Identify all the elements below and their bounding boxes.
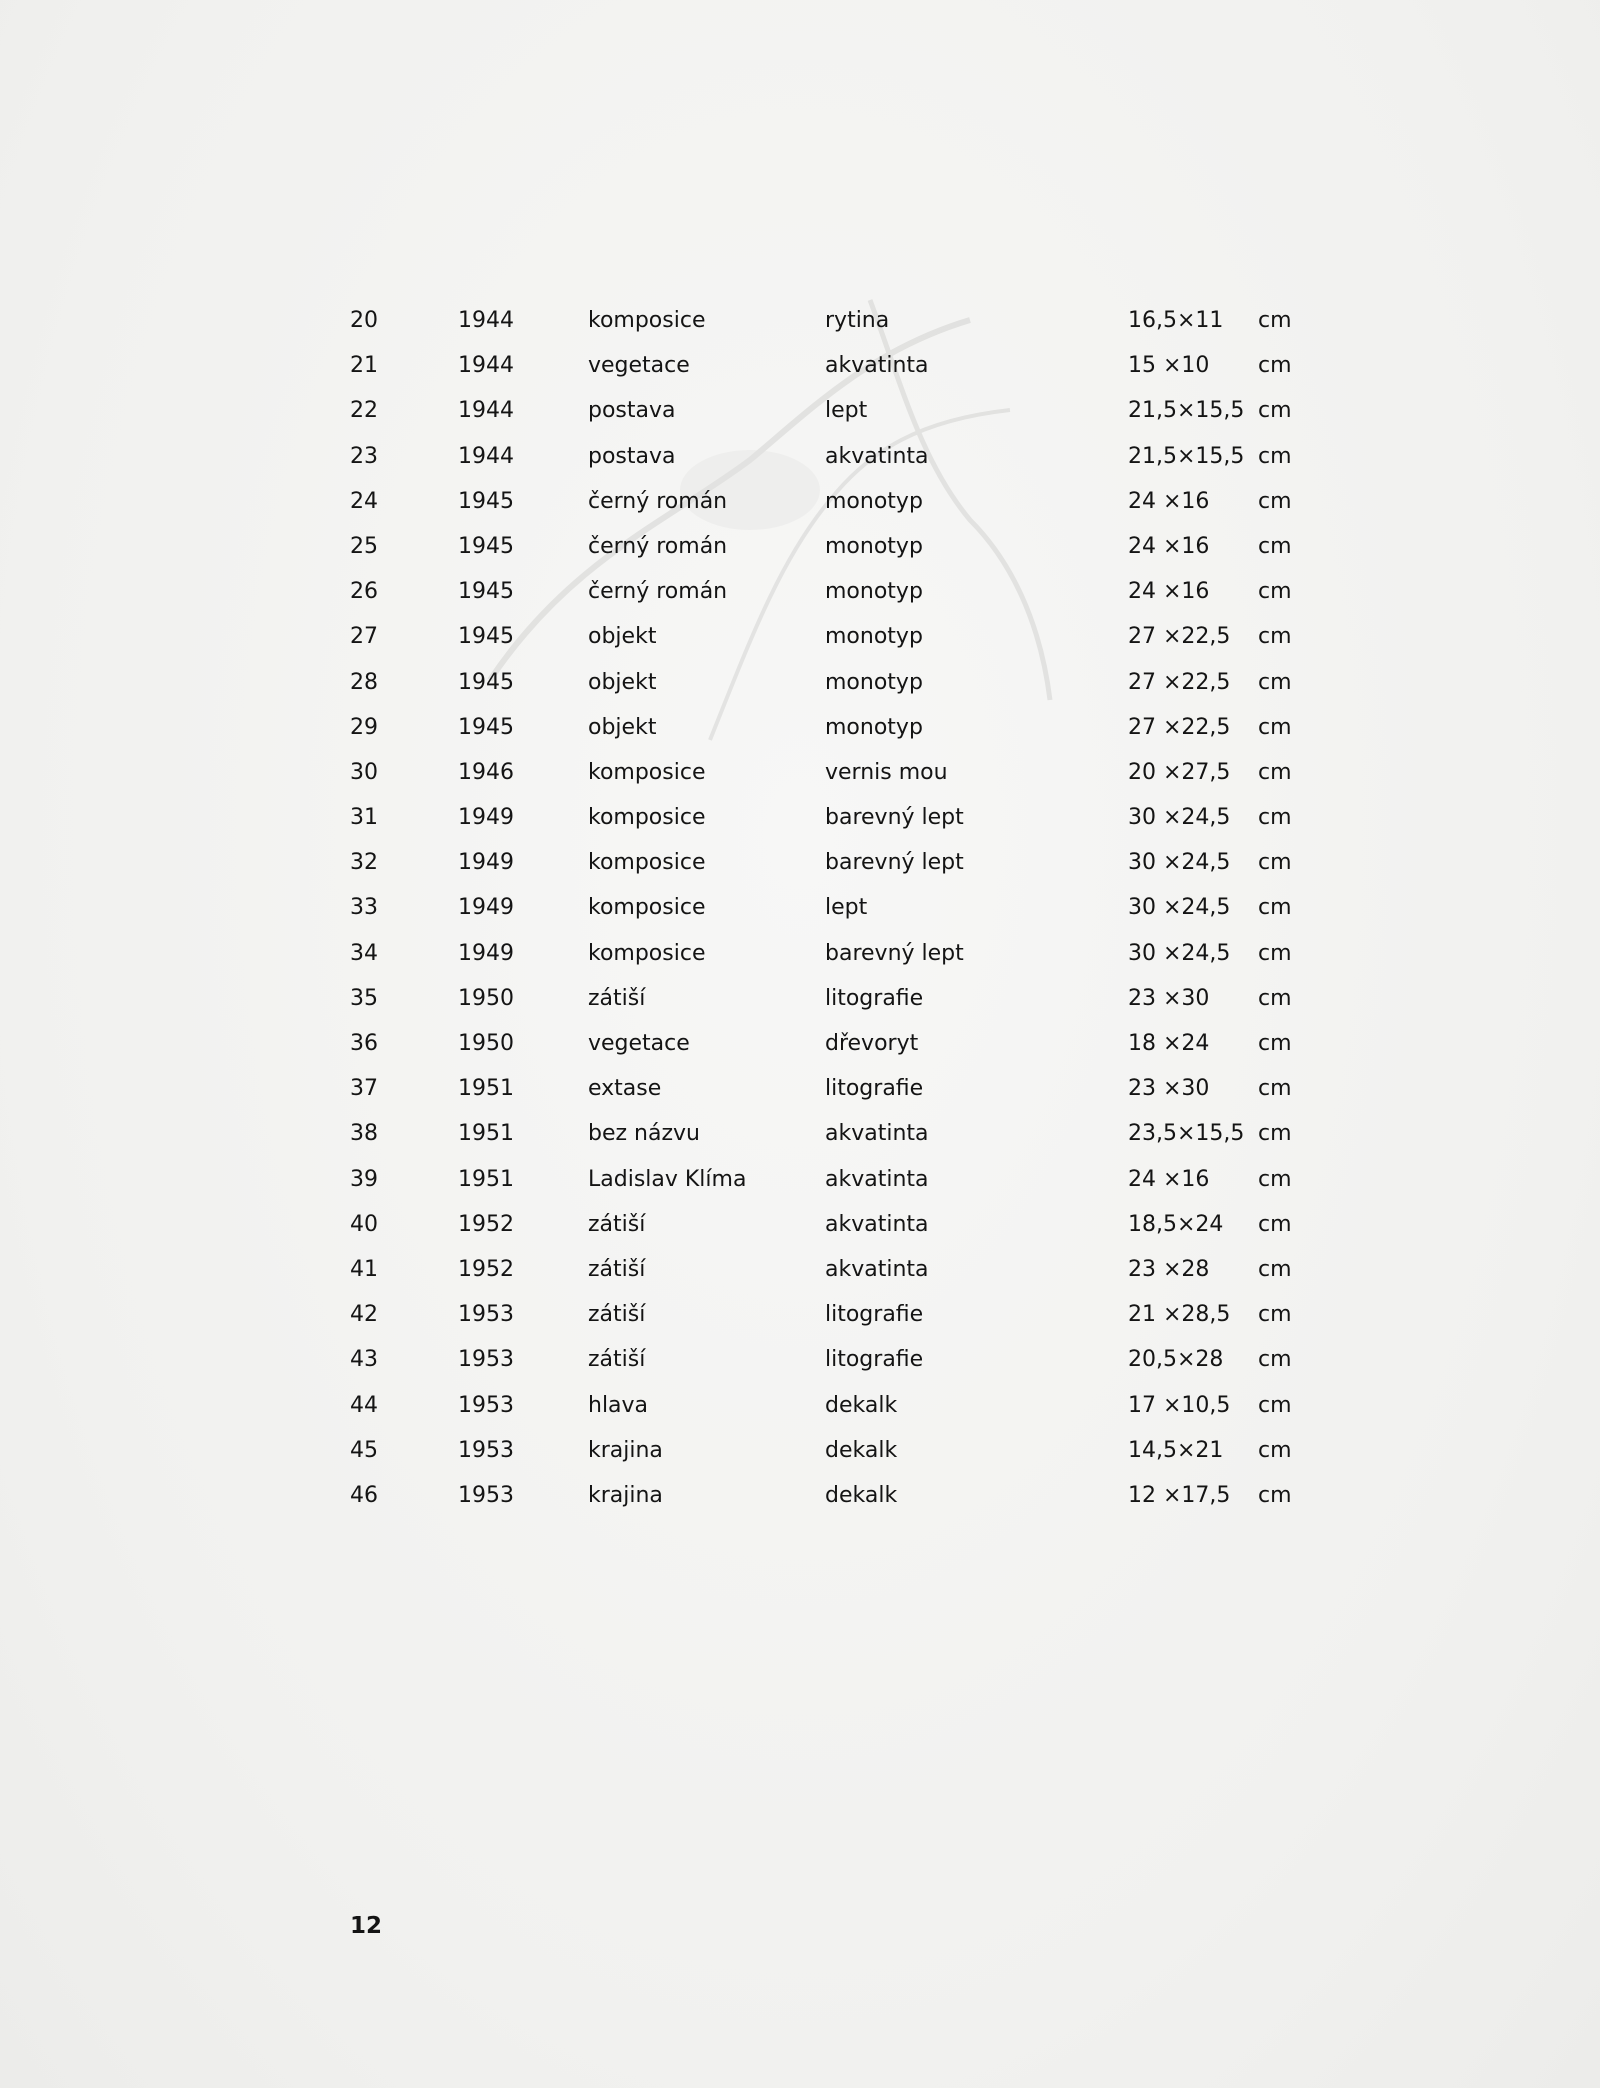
catalog-number: 31 — [350, 805, 378, 831]
unit: cm — [1258, 1121, 1292, 1147]
technique: dřevoryt — [825, 1031, 919, 1056]
artwork-title: komposice — [588, 850, 706, 876]
technique: barevný lept — [825, 940, 964, 966]
technique: dekalk — [825, 1482, 898, 1508]
technique: barevný lept — [825, 805, 964, 831]
page-number: 12 — [350, 1913, 383, 1939]
year: 1949 — [458, 850, 514, 876]
unit: cm — [1258, 579, 1292, 605]
dimensions: 16,5×11 — [1128, 308, 1224, 333]
catalog-number: 40 — [350, 1211, 378, 1237]
technique: akvatinta — [825, 1166, 929, 1192]
table-row — [0, 1391, 1600, 1436]
dimensions: 30 ×24,5 — [1128, 895, 1231, 921]
year: 1953 — [458, 1392, 514, 1418]
artwork-title: zátiší — [588, 1211, 646, 1237]
dimensions: 24 ×16 — [1128, 579, 1210, 605]
artwork-title: objekt — [588, 669, 657, 695]
year: 1946 — [458, 759, 514, 785]
catalog-number: 38 — [350, 1121, 378, 1147]
artwork-title: krajina — [588, 1482, 663, 1508]
unit: cm — [1258, 1031, 1292, 1056]
catalog-number: 37 — [350, 1076, 378, 1102]
technique: dekalk — [825, 1392, 898, 1418]
artwork-title: vegetace — [588, 353, 690, 379]
dimensions: 24 ×16 — [1128, 488, 1210, 514]
year: 1949 — [458, 805, 514, 831]
technique: litografie — [825, 1076, 924, 1102]
technique: litografie — [825, 985, 924, 1011]
dimensions: 30 ×24,5 — [1128, 805, 1231, 831]
year: 1945 — [458, 714, 514, 740]
table-row — [0, 306, 1600, 351]
artwork-title: komposice — [588, 759, 706, 785]
catalog-number: 32 — [350, 850, 378, 876]
dimensions: 30 ×24,5 — [1128, 850, 1231, 876]
dimensions: 21,5×15,5 — [1128, 398, 1245, 424]
year: 1944 — [458, 308, 514, 333]
unit: cm — [1258, 1256, 1292, 1282]
unit: cm — [1258, 805, 1292, 831]
artwork-title: Ladislav Klíma — [588, 1166, 747, 1192]
table-row — [0, 622, 1600, 667]
technique: monotyp — [825, 714, 923, 740]
catalog-number: 24 — [350, 488, 378, 514]
unit: cm — [1258, 1482, 1292, 1508]
year: 1951 — [458, 1076, 514, 1102]
unit: cm — [1258, 1347, 1292, 1373]
unit: cm — [1258, 624, 1292, 650]
artwork-title: komposice — [588, 308, 706, 333]
year: 1951 — [458, 1121, 514, 1147]
year: 1952 — [458, 1256, 514, 1282]
dimensions: 30 ×24,5 — [1128, 940, 1231, 966]
artwork-title: zátiší — [588, 985, 646, 1011]
artwork-title: zátiší — [588, 1302, 646, 1328]
catalog-number: 43 — [350, 1347, 378, 1373]
catalog-number: 27 — [350, 624, 378, 650]
table-row — [0, 1481, 1600, 1526]
table-row — [0, 1300, 1600, 1345]
dimensions: 21 ×28,5 — [1128, 1302, 1231, 1328]
table-row — [0, 487, 1600, 532]
catalog-number: 20 — [350, 308, 378, 333]
table-row — [0, 758, 1600, 803]
year: 1950 — [458, 985, 514, 1011]
year: 1944 — [458, 353, 514, 379]
catalog-number: 36 — [350, 1031, 378, 1056]
year: 1951 — [458, 1166, 514, 1192]
catalog-number: 21 — [350, 353, 378, 379]
unit: cm — [1258, 353, 1292, 379]
unit: cm — [1258, 669, 1292, 695]
technique: monotyp — [825, 533, 923, 559]
artwork-title: zátiší — [588, 1256, 646, 1282]
dimensions: 23 ×30 — [1128, 1076, 1210, 1102]
unit: cm — [1258, 1166, 1292, 1192]
technique: barevný lept — [825, 850, 964, 876]
catalog-number: 33 — [350, 895, 378, 921]
unit: cm — [1258, 1211, 1292, 1237]
unit: cm — [1258, 1392, 1292, 1418]
unit: cm — [1258, 759, 1292, 785]
table-row — [0, 577, 1600, 622]
table-row — [0, 668, 1600, 713]
year: 1945 — [458, 533, 514, 559]
artwork-title: zátiší — [588, 1347, 646, 1373]
table-row — [0, 848, 1600, 893]
artwork-title: bez názvu — [588, 1121, 700, 1147]
unit: cm — [1258, 533, 1292, 559]
catalog-number: 46 — [350, 1482, 378, 1508]
unit: cm — [1258, 308, 1292, 333]
technique: monotyp — [825, 624, 923, 650]
artwork-title: vegetace — [588, 1031, 690, 1056]
technique: litografie — [825, 1302, 924, 1328]
dimensions: 27 ×22,5 — [1128, 669, 1231, 695]
catalog-number: 25 — [350, 533, 378, 559]
artwork-title: komposice — [588, 940, 706, 966]
dimensions: 15 ×10 — [1128, 353, 1210, 379]
year: 1950 — [458, 1031, 514, 1056]
year: 1945 — [458, 488, 514, 514]
unit: cm — [1258, 398, 1292, 424]
catalog-table — [0, 306, 1600, 1526]
technique: rytina — [825, 308, 890, 333]
artwork-title: černý román — [588, 579, 728, 605]
catalog-number: 26 — [350, 579, 378, 605]
unit: cm — [1258, 850, 1292, 876]
technique: akvatinta — [825, 443, 929, 469]
table-row — [0, 442, 1600, 487]
table-row — [0, 1255, 1600, 1300]
artwork-title: postava — [588, 398, 676, 424]
catalog-number: 39 — [350, 1166, 378, 1192]
artwork-title: hlava — [588, 1392, 649, 1418]
dimensions: 27 ×22,5 — [1128, 714, 1231, 740]
catalog-number: 41 — [350, 1256, 378, 1282]
catalog-number: 44 — [350, 1392, 378, 1418]
technique: monotyp — [825, 488, 923, 514]
dimensions: 24 ×16 — [1128, 533, 1210, 559]
table-row — [0, 1119, 1600, 1164]
catalog-number: 29 — [350, 714, 378, 740]
dimensions: 27 ×22,5 — [1128, 624, 1231, 650]
dimensions: 17 ×10,5 — [1128, 1392, 1231, 1418]
artwork-title: komposice — [588, 895, 706, 921]
unit: cm — [1258, 1302, 1292, 1328]
unit: cm — [1258, 1076, 1292, 1102]
year: 1953 — [458, 1302, 514, 1328]
dimensions: 20,5×28 — [1128, 1347, 1224, 1373]
catalog-number: 34 — [350, 940, 378, 966]
technique: lept — [825, 398, 868, 424]
year: 1944 — [458, 398, 514, 424]
dimensions: 12 ×17,5 — [1128, 1482, 1231, 1508]
catalog-number: 42 — [350, 1302, 378, 1328]
table-row — [0, 1436, 1600, 1481]
year: 1944 — [458, 443, 514, 469]
table-row — [0, 351, 1600, 396]
year: 1949 — [458, 895, 514, 921]
artwork-title: krajina — [588, 1437, 663, 1463]
table-row — [0, 713, 1600, 758]
table-row — [0, 532, 1600, 577]
technique: monotyp — [825, 669, 923, 695]
table-row — [0, 1074, 1600, 1119]
table-row — [0, 1165, 1600, 1210]
table-row — [0, 803, 1600, 848]
dimensions: 20 ×27,5 — [1128, 759, 1231, 785]
technique: akvatinta — [825, 353, 929, 379]
technique: dekalk — [825, 1437, 898, 1463]
table-row — [0, 1345, 1600, 1390]
technique: akvatinta — [825, 1121, 929, 1147]
year: 1953 — [458, 1482, 514, 1508]
unit: cm — [1258, 1437, 1292, 1463]
table-row — [0, 1029, 1600, 1074]
catalog-number: 28 — [350, 669, 378, 695]
dimensions: 23,5×15,5 — [1128, 1121, 1245, 1147]
dimensions: 21,5×15,5 — [1128, 443, 1245, 469]
dimensions: 18,5×24 — [1128, 1211, 1224, 1237]
year: 1952 — [458, 1211, 514, 1237]
table-row — [0, 939, 1600, 984]
unit: cm — [1258, 443, 1292, 469]
catalog-number: 23 — [350, 443, 378, 469]
artwork-title: černý román — [588, 488, 728, 514]
technique: lept — [825, 895, 868, 921]
unit: cm — [1258, 488, 1292, 514]
dimensions: 14,5×21 — [1128, 1437, 1224, 1463]
technique: vernis mou — [825, 759, 948, 785]
year: 1945 — [458, 579, 514, 605]
technique: akvatinta — [825, 1256, 929, 1282]
technique: akvatinta — [825, 1211, 929, 1237]
unit: cm — [1258, 714, 1292, 740]
catalog-number: 35 — [350, 985, 378, 1011]
year: 1953 — [458, 1437, 514, 1463]
artwork-title: postava — [588, 443, 676, 469]
table-row — [0, 1210, 1600, 1255]
table-row — [0, 396, 1600, 441]
technique: monotyp — [825, 579, 923, 605]
artwork-title: objekt — [588, 714, 657, 740]
year: 1953 — [458, 1347, 514, 1373]
year: 1945 — [458, 669, 514, 695]
catalog-number: 30 — [350, 759, 378, 785]
catalog-number: 22 — [350, 398, 378, 424]
artwork-title: extase — [588, 1076, 662, 1102]
catalog-number: 45 — [350, 1437, 378, 1463]
artwork-title: černý román — [588, 533, 728, 559]
artwork-title: komposice — [588, 805, 706, 831]
dimensions: 23 ×30 — [1128, 985, 1210, 1011]
dimensions: 23 ×28 — [1128, 1256, 1210, 1282]
table-row — [0, 984, 1600, 1029]
dimensions: 18 ×24 — [1128, 1031, 1210, 1056]
technique: litografie — [825, 1347, 924, 1373]
dimensions: 24 ×16 — [1128, 1166, 1210, 1192]
unit: cm — [1258, 895, 1292, 921]
unit: cm — [1258, 985, 1292, 1011]
year: 1949 — [458, 940, 514, 966]
year: 1945 — [458, 624, 514, 650]
unit: cm — [1258, 940, 1292, 966]
artwork-title: objekt — [588, 624, 657, 650]
table-row — [0, 893, 1600, 938]
